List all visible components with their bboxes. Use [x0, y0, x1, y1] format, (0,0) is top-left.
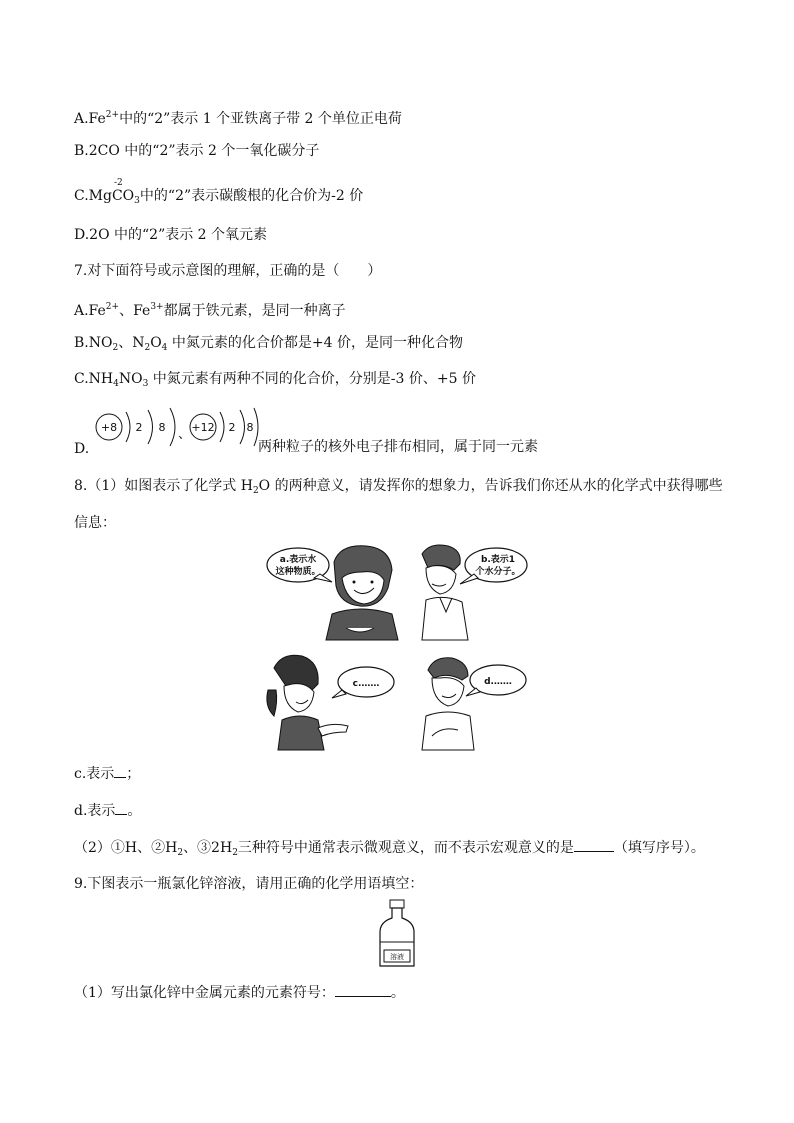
- boy-laughing-illustration: [326, 546, 398, 640]
- atom2-nucleus: +12: [191, 421, 215, 434]
- q8-p2-sub1: 2: [177, 848, 184, 858]
- q7-b-part: B.NO: [74, 335, 113, 351]
- q7-a-part3: 都属于铁元素，是同一种离子: [163, 303, 346, 319]
- bubble-c-text: c.……: [352, 679, 380, 689]
- q6-option-b: [74, 142, 319, 160]
- bubble-b-line1: b.表示1: [480, 555, 516, 565]
- q7-c-sub2: 3: [142, 379, 149, 389]
- q6-c-carbonate: [111, 178, 140, 210]
- bottle-label: 溶液: [390, 953, 404, 961]
- q8-part2-blank[interactable]: [574, 839, 614, 852]
- atom2-shell1: 2: [228, 421, 236, 434]
- q7-d-text: 两种粒子的核外电子排布相同，属于同一元素: [258, 439, 538, 455]
- q7-b-part3: O: [150, 335, 162, 351]
- q8-part2: [74, 839, 705, 862]
- atom1-shell1: 2: [135, 421, 143, 434]
- q8-stem-sub: 2: [252, 486, 259, 496]
- bubble-c-tail: [332, 690, 346, 698]
- q6-a-text-rest: 中的“2”表示 1 个亚铁离子带 2 个单位正电荷: [119, 111, 402, 127]
- q7-stem-text: 7.对下面符号或示意图的理解，正确的是（ ）: [74, 263, 382, 279]
- atom-structure-diagrams: [90, 404, 260, 454]
- q8-p2-part3: 三种符号中通常表示微观意义，而不表示宏观意义的是: [237, 840, 574, 856]
- q6-b-text: B.2CO 中的“2”表示 2 个一氧化碳分子: [74, 143, 320, 159]
- q7-option-d-text: [258, 438, 538, 456]
- q7-a-part: A.Fe: [74, 303, 106, 319]
- q6-c-formula: CO: [111, 188, 135, 204]
- bubble-b-line2: 个水分子。: [475, 567, 521, 577]
- q7-option-b: [74, 334, 463, 357]
- q6-c-valence: -2: [113, 178, 123, 188]
- atom2-shell1-arc: [220, 412, 224, 442]
- q7-a-charge2: 3+: [150, 302, 164, 312]
- q7-option-c: [74, 370, 476, 393]
- bubble-d-text: d.……: [484, 677, 512, 687]
- q8-d-label: d.表示: [74, 803, 116, 819]
- atom2-shell2: 8: [246, 421, 254, 434]
- q6-c-text-rest: 中的“2”表示碳酸根的化合价为-2 价: [139, 188, 364, 204]
- q7-b-part4: 中氮元素的化合价都是+4 价，是同一种化合物: [167, 335, 463, 351]
- q8-answer-d: [74, 802, 141, 820]
- q8-d-end: 。: [127, 803, 142, 819]
- q6-option-d: [74, 226, 267, 244]
- q7-c-sub1: 4: [113, 379, 119, 389]
- q7-c-part: C.NH: [74, 371, 114, 387]
- q8-cartoon-figure: [262, 540, 532, 755]
- q7-b-sub1: 2: [112, 343, 119, 353]
- q9-stem: [74, 875, 423, 893]
- q8-stem2-text: 信息：: [74, 515, 116, 531]
- atom1-shell1-arc: [126, 412, 130, 442]
- q7-option-a: [74, 298, 346, 320]
- q7-c-part3: 中氮元素有两种不同的化合价，分别是-3 价、+5 价: [148, 371, 476, 387]
- q9-p1-text: （1）写出氯化锌中金属元素的元素符号：: [74, 985, 335, 1001]
- q6-d-text: D.2O 中的“2”表示 2 个氧元素: [74, 227, 268, 243]
- q6-c-subscript: 3: [134, 196, 140, 206]
- q8-answer-c: [74, 765, 140, 783]
- q7-option-d-label: [74, 440, 89, 458]
- q8-p2-part1: （2）①H、②H: [74, 840, 178, 856]
- bottle-stopper: [390, 900, 404, 908]
- q6-option-c: [74, 178, 364, 210]
- q9-p1-end: 。: [390, 985, 405, 1001]
- q9-part1-blank[interactable]: [335, 984, 391, 997]
- boy-smiling-illustration: [422, 658, 474, 750]
- q7-stem: [74, 262, 381, 280]
- atom1-shell3-arc: [170, 408, 175, 446]
- q6-a-charge: 2+: [105, 110, 120, 120]
- q7-b-sub3: 4: [161, 343, 168, 353]
- q9-part1: [74, 984, 405, 1002]
- bubble-d-tail: [466, 688, 480, 696]
- atom1-nucleus: +8: [100, 421, 118, 434]
- q6-a-text: A.Fe: [74, 111, 106, 127]
- q9-stem-text: 9.下图表示一瓶氯化锌溶液，请用正确的化学用语填空：: [74, 876, 424, 892]
- q7-d-label: D.: [74, 441, 90, 457]
- q8-p2-sub2: 2: [232, 848, 238, 858]
- girl-illustration: [267, 655, 348, 750]
- q8-stem-part: 8.（1）如图表示了化学式 H: [74, 478, 253, 494]
- q8-stem-line1: [74, 477, 723, 500]
- q8-stem-part2: O 的两种意义，请发挥你的想象力，告诉我们你还从水的化学式中获得哪些: [258, 478, 723, 494]
- q8-d-blank[interactable]: [115, 802, 127, 815]
- q8-c-blank[interactable]: [114, 765, 126, 778]
- q6-c-text: C.Mg: [74, 188, 112, 204]
- q7-a-charge1: 2+: [105, 302, 120, 312]
- bubble-a-line1: a.表示水: [279, 555, 317, 565]
- q8-stem-line2: [74, 514, 116, 532]
- atom1-shell2: 8: [158, 421, 166, 434]
- q7-b-sub2: 2: [144, 343, 151, 353]
- zinc-chloride-bottle-figure: [376, 898, 418, 970]
- atom-separator: 、: [178, 427, 192, 442]
- q8-c-end: ；: [126, 766, 141, 782]
- q8-p2-part4: （填写序号）。: [613, 840, 705, 856]
- q8-c-label: c.表示: [74, 766, 115, 782]
- q8-p2-part2: 、③2H: [183, 840, 233, 856]
- q7-c-part2: NO: [118, 371, 143, 387]
- atom2-shell2-arc: [240, 410, 245, 444]
- boy-talking-illustration: [422, 545, 468, 640]
- q7-b-part2: 、N: [118, 335, 145, 351]
- atom1-shell2-arc: [148, 410, 153, 444]
- bubble-a-line2: 这种物质。: [275, 567, 321, 577]
- q6-option-a: [74, 106, 402, 128]
- q7-a-part2: 、Fe: [119, 303, 151, 319]
